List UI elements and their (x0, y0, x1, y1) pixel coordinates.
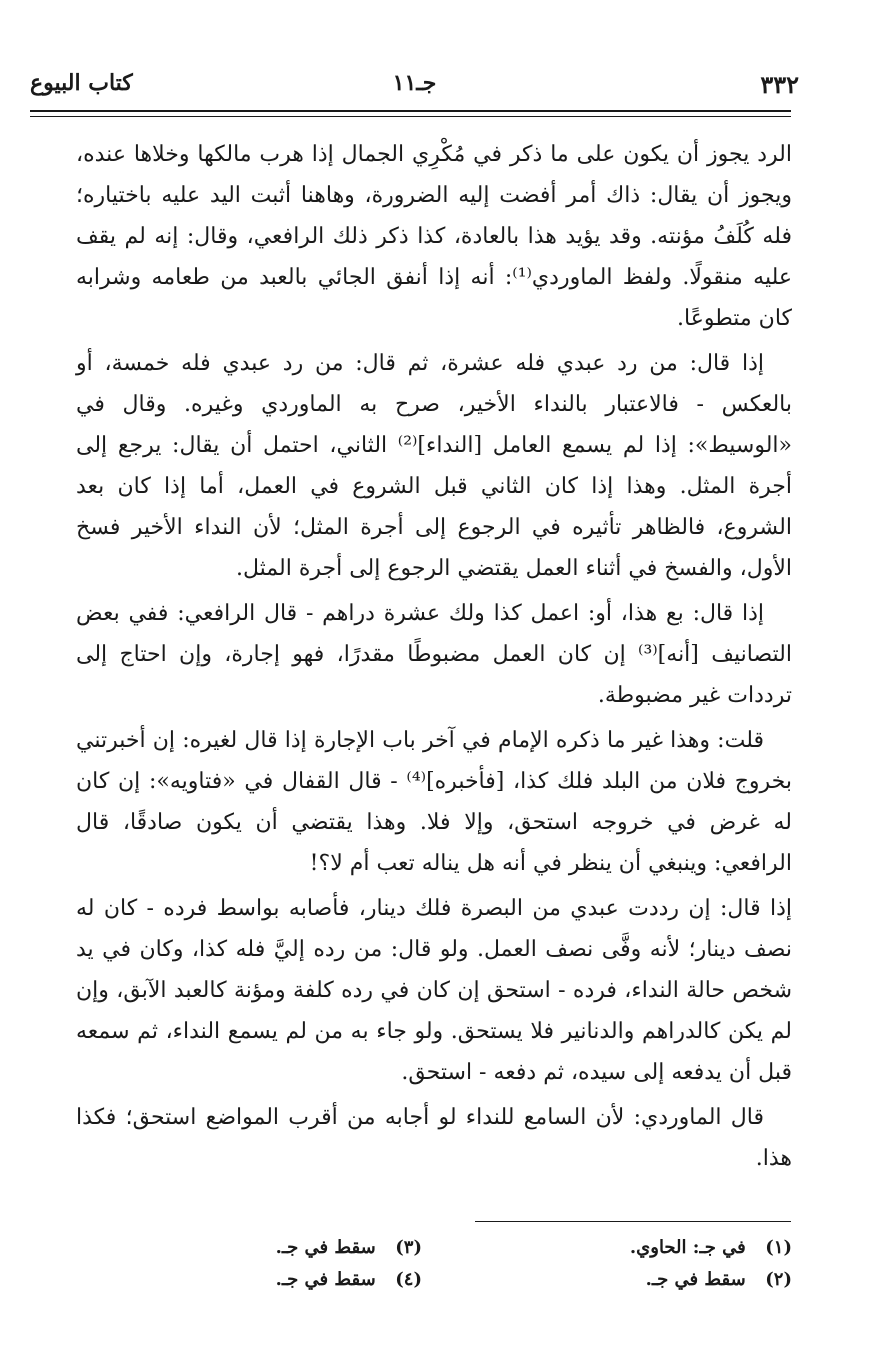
paragraph: قال الماوردي: لأن السامع للنداء لو أجابه من أقرب المواضع استحق؛ فكذا هذا. (76, 1105, 792, 1171)
paragraph: الرد يجوز أن يكون على ما ذكر في مُكْرِي الجمال إذا هرب مالكها وخلاها عنده، ويجوز أن يقال: ذاك أمر أفضت إليه الضرورة، وهاهنا أثبت اليد عليه باختياره؛ فله كُلَفُ مؤنته. وقد يؤيد هذا بالعادة، كذا ذكر ذلك الرافعي، وقال: إنه لم يقف عليه منقولًا. ولفظ الماوردي⁽¹⁾: أنه إذا أنفق الجائي بالعبد من طعامه وشرابه كان متطوعًا. (76, 142, 792, 331)
page-number: ٣٣٢ (760, 70, 799, 99)
book-title: كتاب البيوع (30, 70, 133, 96)
paragraph: إذا قال: من رد عبدي فله عشرة، ثم قال: من رد عبدي فله خمسة، أو بالعكس - فالاعتبار بالنداء الأخير، صرح به الماوردي وغيره. وقال في «الوسيط»: إذا لم يسمع العامل [النداء]⁽²⁾ الثاني، احتمل أن يقال: يرجع إلى أجرة المثل. وهذا إذا كان الثاني قبل الشروع في العمل، أما إذا كان بعد الشروع، فالظاهر تأثيره في الرجوع إلى أجرة المثل؛ لأن النداء الأخير فسخ الأول، والفسخ في أثناء العمل يقتضي الرجوع إلى أجرة المثل. (76, 351, 792, 581)
header-rule-thin (30, 116, 791, 117)
footnote-number: (٤) (395, 1269, 422, 1290)
main-text (76, 134, 792, 1183)
volume-label: جـ١١ (392, 70, 437, 96)
footnote-text: سقط في جـ. (645, 1269, 746, 1290)
footnote-text: سقط في جـ. (275, 1269, 376, 1290)
footnote-number: (١) (765, 1237, 792, 1258)
footnote-number: (٢) (765, 1269, 792, 1290)
running-head (30, 70, 799, 106)
footnote-number: (٣) (395, 1237, 422, 1258)
footnote-column-left (122, 1232, 422, 1296)
footnote-separator (475, 1221, 791, 1222)
paragraph: إذا قال: بع هذا، أو: اعمل كذا ولك عشرة دراهم - قال الرافعي: ففي بعض التصانيف [أنه]⁽³⁾ إن كان العمل مضبوطًا مقدرًا، فهو إجارة، وإن احتاج إلى ترددات غير مضبوطة. (76, 601, 792, 708)
footnote-column-right (492, 1232, 792, 1296)
header-rule-thick (30, 110, 791, 112)
footnote-item (122, 1264, 422, 1296)
footnote-item (122, 1232, 422, 1264)
paragraph: إذا قال: إن رددت عبدي من البصرة فلك دينار، فأصابه بواسط فرده - كان له نصف دينار؛ لأنه وفَّى نصف العمل. ولو قال: من رده إليَّ فله كذا، وكان في يد شخص حالة النداء، فرده - استحق إن كان في رده كلفة ومؤنة كالعبد الآبق، وإن لم يكن كالدراهم والدنانير فلا يستحق. ولو جاء به من لم يسمع النداء، ثم سمعه قبل أن يدفعه إلى سيده، ثم دفعه - استحق. (76, 896, 792, 1085)
footnote-text: سقط في جـ. (275, 1237, 376, 1258)
paragraph: قلت: وهذا غير ما ذكره الإمام في آخر باب الإجارة إذا قال لغيره: إن أخبرتني بخروج فلان من البلد فلك كذا، [فأخبره]⁽⁴⁾ - قال القفال في «فتاويه»: إن كان له غرض في خروجه استحق، وإلا فلا. وهذا يقتضي أن يكون صادقًا، قال الرافعي: وينبغي أن ينظر في أنه هل يناله تعب أم لا؟! (76, 728, 792, 876)
footnote-item (492, 1232, 792, 1264)
footnote-item (492, 1264, 792, 1296)
footnote-text: في جـ: الحاوي. (629, 1237, 746, 1258)
